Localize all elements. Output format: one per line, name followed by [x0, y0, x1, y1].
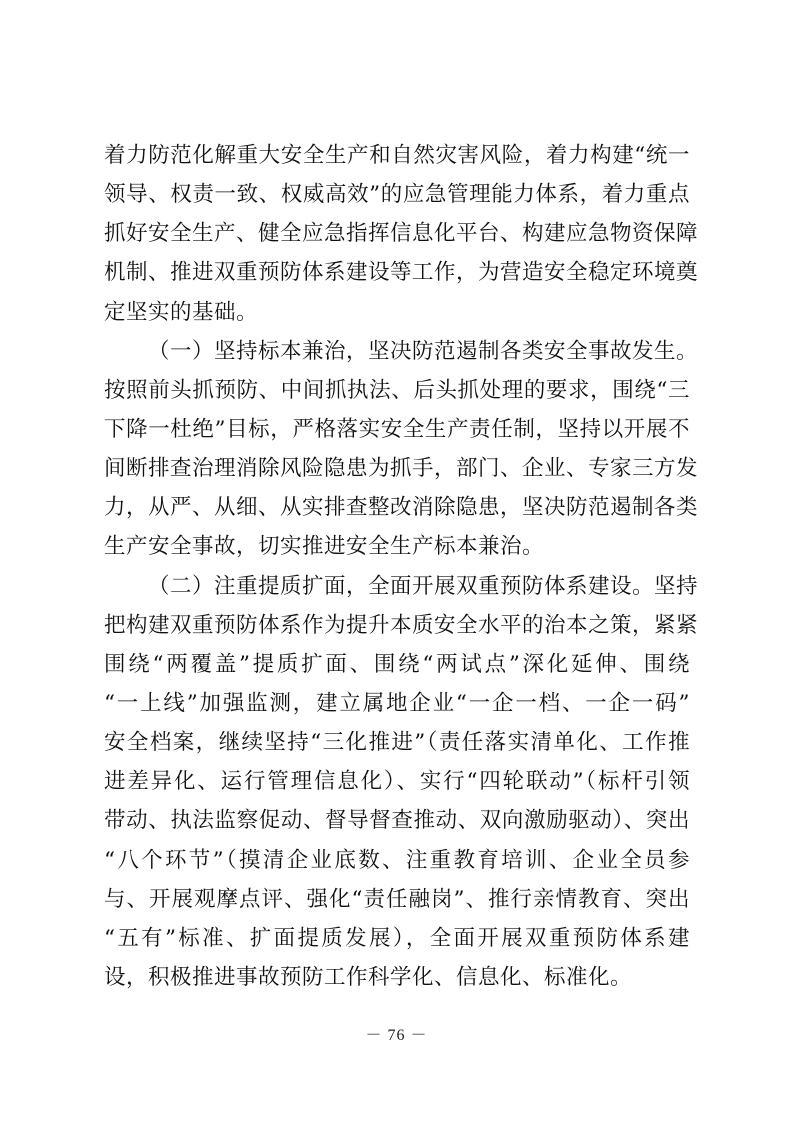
- paragraph-3-line-2: 把构建双重预防体系作为提升本质安全水平的治本之策，紧紧: [104, 613, 699, 638]
- paragraph-1-line-4: 机制、推进双重预防体系建设等工作，为营造安全稳定环境奠: [104, 260, 699, 285]
- paragraph-2-line-2: 按照前头抓预防、中间抓执法、后头抓处理的要求，围绕“三: [104, 378, 690, 403]
- paragraph-1-line-1: 着力防范化解重大安全生产和自然灾害风险，着力构建“统一: [104, 143, 690, 168]
- paragraph-1-line-2: 领导、权责一致、权威高效”的应急管理能力体系，着力重点: [104, 182, 690, 207]
- paragraph-3-line-7: 带动、执法监察促动、督导督查推动、双向激励驱动）、突出: [104, 808, 690, 833]
- paragraph-2-line-4: 间断排查治理消除风险隐患为抓手，部门、企业、专家三方发: [104, 456, 699, 481]
- paragraph-2-line-1: （一）坚持标本兼治，坚决防范遏制各类安全事故发生。: [148, 339, 699, 364]
- paragraph-3-line-8: “八个环节”（摸清企业底数、注重教育培训、企业全员参: [104, 848, 690, 873]
- paragraph-1-line-3: 抓好安全生产、健全应急指挥信息化平台、构建应急物资保障: [104, 221, 699, 246]
- paragraph-2-line-5: 力，从严、从细、从实排查整改消除隐患，坚决防范遏制各类: [104, 495, 699, 520]
- paragraph-3-line-3: 围绕“两覆盖”提质扩面、围绕“两试点”深化延伸、围绕: [104, 652, 690, 677]
- paragraph-3-line-1: （二）注重提质扩面，全面开展双重预防体系建设。坚持: [148, 574, 699, 599]
- paragraph-3-line-9: 与、开展观摩点评、强化“责任融岗”、推行亲情教育、突出: [104, 887, 690, 912]
- paragraph-3-line-5: 安全档案，继续坚持“三化推进”（责任落实清单化、工作推: [104, 730, 690, 755]
- paragraph-2-line-3: 下降一杜绝”目标，严格落实安全生产责任制，坚持以开展不: [104, 417, 690, 442]
- paragraph-3-line-4: “一上线”加强监测，建立属地企业“一企一档、一企一码”: [104, 691, 690, 716]
- paragraph-3-line-6: 进差异化、运行管理信息化）、实行“四轮联动”（标杆引领: [104, 769, 690, 794]
- paragraph-1-line-5: 定坚实的基础。: [104, 300, 259, 325]
- paragraph-3-line-11: 设，积极推进事故预防工作科学化、信息化、标准化。: [104, 965, 633, 990]
- paragraph-3-line-10: “五有”标准、扩面提质发展），全面开展双重预防体系建: [104, 926, 690, 951]
- page-number: － 76 －: [365, 1027, 428, 1044]
- paragraph-2-line-6: 生产安全事故，切实推进安全生产标本兼治。: [104, 534, 545, 559]
